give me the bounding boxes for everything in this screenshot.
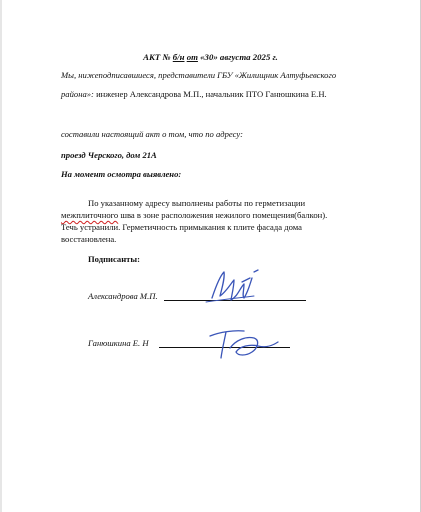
signatory-2-name: Ганюшкина Е. Н — [88, 338, 149, 348]
body-line-3: Течь устранили. Герметичность примыкания к плите фасада дома — [61, 222, 302, 232]
signatories-heading: Подписанты: — [88, 254, 140, 264]
act-title-from: от — [186, 52, 198, 62]
intro-line-2-rest: инженер Александрова М.П., начальник ПТО Ганюшкина Е.Н. — [93, 89, 327, 99]
intro-line-2 — [61, 89, 327, 100]
intro-line-1: Мы, нижеподписавшиеся, представители ГБУ «Жилищник Алтуфьевского — [61, 70, 337, 80]
body-line-1: По указанному адресу выполнены работы по герметизации — [88, 198, 306, 208]
signatory-1-name: Александрова М.П. — [88, 291, 158, 301]
body-line-4: восстановлена. — [61, 234, 117, 244]
page-left-edge — [0, 0, 2, 512]
misspelled-word[interactable]: межплиточного — [61, 210, 119, 220]
act-title-prefix: АКТ № — [143, 52, 171, 62]
body-line-2-rest: шва в зоне расположения нежилого помещения(балкон). — [118, 210, 328, 220]
act-number: б/н — [172, 52, 185, 62]
signature-2-image — [200, 318, 290, 366]
body-line-2 — [61, 210, 327, 221]
act-date: «30» августа 2025 г. — [200, 52, 278, 62]
intro-line-2-italic: района»: — [61, 89, 94, 99]
act-title — [0, 52, 421, 63]
inspection-heading: На момент осмотра выявлено: — [61, 169, 182, 179]
composed-text: составили настоящий акт о том, что по адресу: — [61, 129, 243, 139]
address-text: проезд Черского, дом 21А — [61, 150, 157, 160]
signature-1-image — [198, 258, 278, 310]
